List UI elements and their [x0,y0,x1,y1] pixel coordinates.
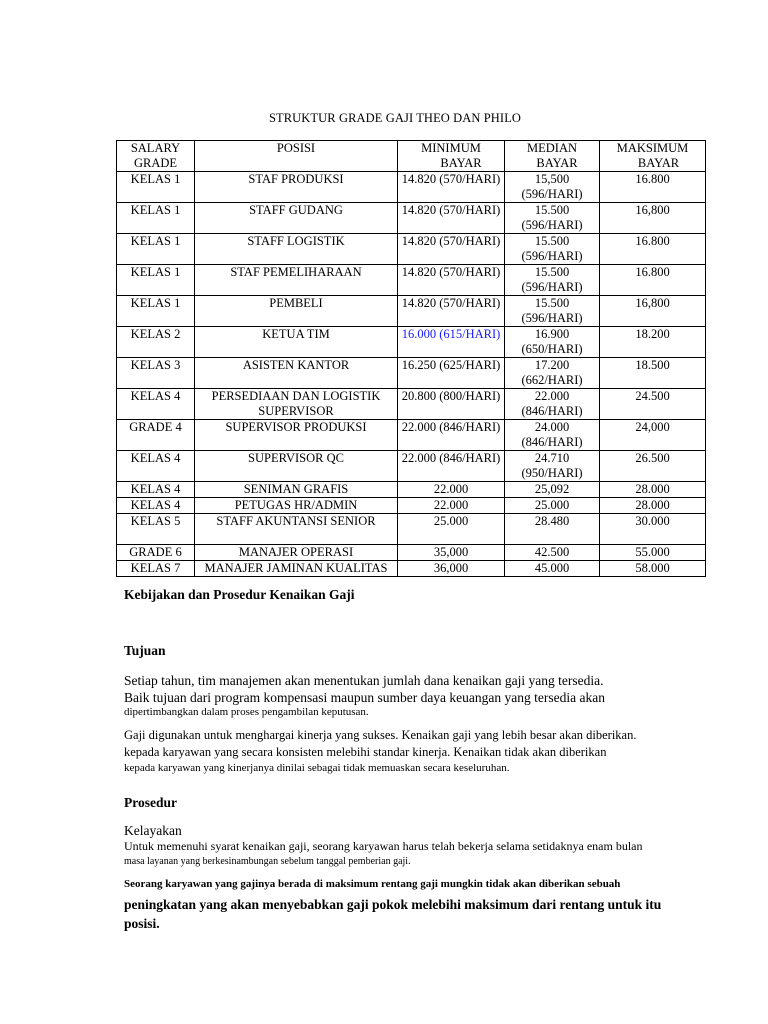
cell-minimum: 22.000 (846/HARI) [398,451,505,482]
cell-median-value: 15,500 [534,172,570,186]
cell-minimum: 22.000 [398,482,505,498]
maksimum-paragraph [124,895,724,933]
header-median-l1: MEDIAN [527,141,577,155]
tujuan-paragraph-1 [124,672,724,706]
table-row [117,172,706,203]
table-row [117,234,706,265]
tujuan-p1-line-2: Baik tujuan dari program kompensasi maupun sumber daya keuangan yang tersedia akan [124,690,605,705]
cell-maksimum: 18.500 [600,358,706,389]
cell-median-daily: (596/HARI) [521,249,583,263]
section-heading-policy: Kebijakan dan Prosedur Kenaikan Gaji [124,587,355,602]
cell-minimum: 35,000 [398,545,505,561]
cell-minimum: 16.250 (625/HARI) [398,358,505,389]
header-salary-grade-l1: SALARY [130,141,181,155]
header-salary-grade-l2: GRADE [133,156,178,170]
table-row [117,545,706,561]
cell-maksimum: 24,000 [600,420,706,451]
cell-grade: KELAS 1 [117,234,195,265]
cell-minimum: 14.820 (570/HARI) [398,172,505,203]
cell-maksimum: 55.000 [600,545,706,561]
cell-median [505,451,600,482]
table-row [117,482,706,498]
cell-median: 45.000 [505,561,600,577]
tujuan-p1-line-1: Setiap tahun, tim manajemen akan menentukan jumlah dana kenaikan gaji yang tersedia. [124,673,604,688]
heading-prosedur: Prosedur [124,795,177,810]
cell-median-daily: (596/HARI) [521,311,583,325]
cell-median-daily: (846/HARI) [521,435,583,449]
header-maksimum-l1: MAKSIMUM [616,141,689,155]
heading-tujuan: Tujuan [124,643,166,658]
cell-median-value: 16.900 [534,327,570,341]
table-row [117,451,706,482]
cell-maksimum: 24.500 [600,389,706,420]
cell-posisi: SUPERVISOR PRODUKSI [195,420,398,451]
header-median [505,141,600,172]
cell-posisi: PETUGAS HR/ADMIN [195,498,398,514]
tujuan-p2-line-2: kepada karyawan yang secara konsisten melebihi standar kinerja. Kenaikan tidak akan diberikan [124,745,607,759]
cell-posisi: SUPERVISOR QC [195,451,398,482]
header-minimum-l2: BAYAR [440,156,482,170]
cell-median [505,327,600,358]
table-row [117,498,706,514]
header-minimum-l1: MINIMUM [421,141,481,155]
cell-median [505,265,600,296]
cell-posisi: STAF PEMELIHARAAN [195,265,398,296]
cell-posisi: STAFF AKUNTANSI SENIOR [195,514,398,545]
cell-median-value: 17.200 [534,358,570,372]
cell-median-value: 15.500 [534,203,570,217]
table-row [117,327,706,358]
header-posisi-label: POSISI [276,141,316,155]
cell-maksimum: 18.200 [600,327,706,358]
table-row [117,358,706,389]
cell-median [505,358,600,389]
header-maksimum [600,141,706,172]
cell-maksimum: 16.800 [600,234,706,265]
cell-maksimum: 16,800 [600,296,706,327]
cell-median-daily: (662/HARI) [521,373,583,387]
cell-maksimum: 30.000 [600,514,706,545]
tujuan-p1-line-3: dipertimbangkan dalam proses pengambilan keputusan. [124,706,369,718]
tujuan-p2-line-3: kepada karyawan yang kinerjanya dinilai sebagai tidak memuaskan secara keseluruhan. [124,762,510,774]
cell-posisi: PERSEDIAAN DAN LOGISTIK SUPERVISOR [195,389,398,420]
cell-grade: KELAS 4 [117,451,195,482]
cell-grade: KELAS 1 [117,203,195,234]
maksimum-line-2: peningkatan yang akan menyebabkan gaji pokok melebihi maksimum dari rentang untuk itu [124,897,662,912]
cell-median-daily: (596/HARI) [521,187,583,201]
cell-posisi: KETUA TIM [195,327,398,358]
cell-grade: KELAS 1 [117,265,195,296]
cell-minimum: 14.820 (570/HARI) [398,203,505,234]
cell-median [505,420,600,451]
cell-minimum: 22.000 [398,498,505,514]
cell-minimum: 20.800 (800/HARI) [398,389,505,420]
cell-posisi: STAFF LOGISTIK [195,234,398,265]
cell-maksimum: 58.000 [600,561,706,577]
cell-minimum: 22.000 (846/HARI) [398,420,505,451]
cell-posisi: SENIMAN GRAFIS [195,482,398,498]
salary-grade-table [116,140,706,577]
cell-minimum: 14.820 (570/HARI) [398,265,505,296]
cell-median-daily: (596/HARI) [521,218,583,232]
cell-posisi: ASISTEN KANTOR [195,358,398,389]
cell-grade: KELAS 4 [117,389,195,420]
cell-grade: KELAS 3 [117,358,195,389]
cell-minimum: 16.000 (615/HARI) [398,327,505,358]
table-row [117,203,706,234]
header-median-l2: BAYAR [536,156,578,170]
table-row [117,296,706,327]
kelayakan-line-2: masa layanan yang berkesinambungan sebelum tanggal pemberian gaji. [124,856,411,867]
cell-posisi: MANAJER OPERASI [195,545,398,561]
cell-minimum: 36,000 [398,561,505,577]
cell-median: 42.500 [505,545,600,561]
cell-median [505,172,600,203]
cell-posisi: STAF PRODUKSI [195,172,398,203]
cell-median-daily: (596/HARI) [521,280,583,294]
cell-maksimum: 16.800 [600,172,706,203]
cell-maksimum: 28.000 [600,482,706,498]
cell-grade: KELAS 1 [117,296,195,327]
cell-maksimum: 26.500 [600,451,706,482]
cell-maksimum: 16,800 [600,203,706,234]
cell-maksimum: 16.800 [600,265,706,296]
table-header-row [117,141,706,172]
table-row [117,561,706,577]
header-salary-grade [117,141,195,172]
cell-maksimum: 28.000 [600,498,706,514]
cell-grade: KELAS 5 [117,514,195,545]
cell-median: 25,092 [505,482,600,498]
cell-grade: KELAS 2 [117,327,195,358]
tujuan-p2-line-1: Gaji digunakan untuk menghargai kinerja yang sukses. Kenaikan gaji yang lebih besar akan diberikan. [124,728,637,742]
cell-posisi: STAFF GUDANG [195,203,398,234]
cell-median [505,203,600,234]
cell-median [505,296,600,327]
tujuan-paragraph-2 [124,727,724,761]
table-row [117,265,706,296]
cell-minimum: 25.000 [398,514,505,545]
header-posisi [195,141,398,172]
cell-minimum: 14.820 (570/HARI) [398,296,505,327]
cell-median-daily: (846/HARI) [521,404,583,418]
cell-median-value: 15.500 [534,234,570,248]
cell-grade: KELAS 4 [117,482,195,498]
cell-median-value: 22.000 [534,389,570,403]
maksimum-line-3: posisi. [124,916,160,931]
cell-median [505,234,600,265]
maksimum-line-1: Seorang karyawan yang gajinya berada di maksimum rentang gaji mungkin tidak akan diberikan sebuah [124,878,621,890]
table-row [117,389,706,420]
cell-median: 25.000 [505,498,600,514]
table-row [117,420,706,451]
cell-grade: GRADE 4 [117,420,195,451]
cell-grade: KELAS 7 [117,561,195,577]
header-maksimum-l2: BAYAR [637,156,680,170]
cell-median-value: 24.000 [534,420,570,434]
cell-posisi: PEMBELI [195,296,398,327]
cell-median: 28.480 [505,514,600,545]
heading-kelayakan: Kelayakan [124,823,182,838]
cell-median-value: 15.500 [534,296,570,310]
table-title: STRUKTUR GRADE GAJI THEO DAN PHILO [268,111,522,125]
header-minimum [398,141,505,172]
cell-median-value: 15.500 [534,265,570,279]
cell-posisi: MANAJER JAMINAN KUALITAS [195,561,398,577]
cell-grade: KELAS 1 [117,172,195,203]
cell-median-daily: (650/HARI) [521,342,583,356]
cell-median [505,389,600,420]
table-row [117,514,706,545]
cell-grade: KELAS 4 [117,498,195,514]
cell-median-value: 24.710 [534,451,570,465]
cell-minimum: 14.820 (570/HARI) [398,234,505,265]
cell-median-daily: (950/HARI) [521,466,583,480]
cell-grade: GRADE 6 [117,545,195,561]
kelayakan-line-1: Untuk memenuhi syarat kenaikan gaji, seorang karyawan harus telah bekerja selama setidaknya enam bulan [124,839,643,853]
